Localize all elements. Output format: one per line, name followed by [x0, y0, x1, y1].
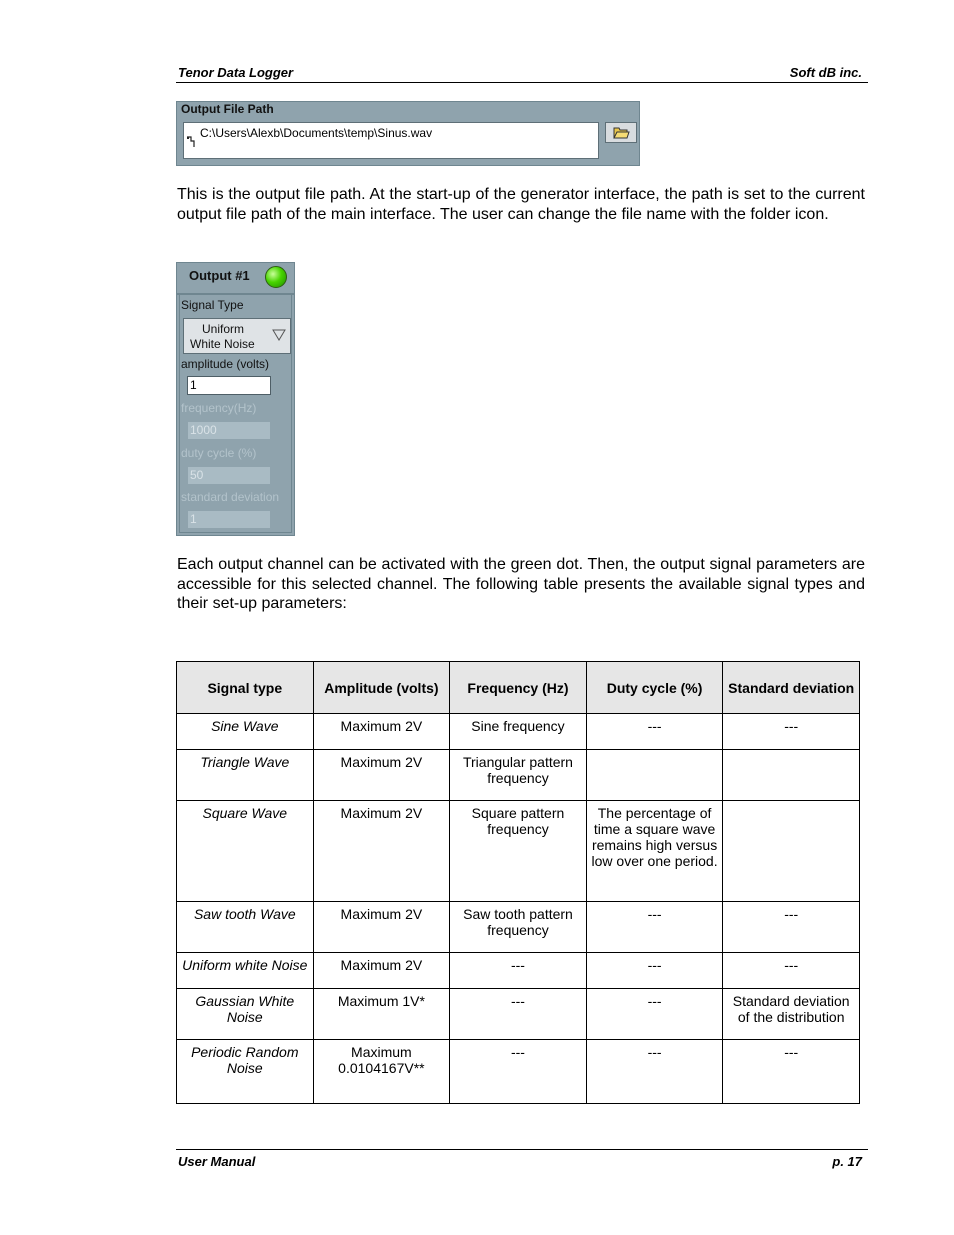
table-cell: Saw tooth pattern frequency	[450, 902, 587, 953]
table-cell: ---	[450, 953, 587, 989]
output-channel-description: Each output channel can be activated with the green dot. Then, the output signal parameters are accessible for this selected channel. The following table presents the available signal types and their set-up parameters:	[177, 556, 865, 613]
table-cell: Maximum 0.0104167V**	[313, 1040, 450, 1104]
page-footer	[176, 1149, 868, 1170]
table-cell: Maximum 2V	[313, 801, 450, 902]
table-cell: ---	[723, 1040, 860, 1104]
table-row	[177, 902, 860, 953]
header-company: Soft dB inc.	[789, 65, 862, 80]
table-row	[177, 953, 860, 989]
table-cell: ---	[586, 989, 723, 1040]
table-cell	[723, 750, 860, 801]
table-cell: ---	[450, 1040, 587, 1104]
table-cell: Maximum 1V*	[313, 989, 450, 1040]
table-cell: Triangular pattern frequency	[450, 750, 587, 801]
table-cell: Sine frequency	[450, 714, 587, 750]
table-row	[177, 714, 860, 750]
table-cell: ---	[723, 902, 860, 953]
browse-folder-button[interactable]	[605, 122, 637, 143]
table-cell: The percentage of time a square wave remains high versus low over one period.	[586, 801, 723, 902]
table-cell: Uniform white Noise	[177, 953, 314, 989]
table-row	[177, 750, 860, 801]
table-cell: Gaussian White Noise	[177, 989, 314, 1040]
header-doc-title: Tenor Data Logger	[178, 65, 294, 80]
page-number: p. 17	[832, 1154, 862, 1169]
file-path-description: This is the output file path. At the start-up of the generator interface, the path is set to the current output file path of the main interface. The user can change the file name with the folder icon.	[177, 186, 865, 223]
table-cell: ---	[586, 953, 723, 989]
output-1-activate-led[interactable]	[265, 266, 287, 288]
table-cell: ---	[723, 714, 860, 750]
standard-deviation-label: standard deviation	[181, 490, 280, 504]
folder-icon	[606, 129, 636, 146]
signal-type-value-line2: White Noise	[190, 337, 255, 351]
signal-type-value-line1: Uniform	[202, 322, 245, 336]
table-cell: Triangle Wave	[177, 750, 314, 801]
signal-type-select[interactable]	[183, 318, 291, 354]
signal-types-table	[176, 661, 860, 1104]
table-cell: ---	[723, 953, 860, 989]
table-row	[177, 1040, 860, 1104]
table-cell: Square pattern frequency	[450, 801, 587, 902]
table-cell: ---	[450, 989, 587, 1040]
table-cell: ---	[586, 714, 723, 750]
output-file-path-value: C:\Users\Alexb\Documents\temp\Sinus.wav	[200, 126, 433, 140]
table-row	[177, 801, 860, 902]
table-cell: ---	[586, 902, 723, 953]
table-cell	[723, 801, 860, 902]
output-file-path-label: Output File Path	[181, 102, 274, 116]
table-cell: Square Wave	[177, 801, 314, 902]
duty-cycle-input[interactable]: 50	[187, 466, 271, 485]
chevron-down-icon	[272, 329, 286, 345]
table-cell: Periodic Random Noise	[177, 1040, 314, 1104]
standard-deviation-input[interactable]: 1	[187, 510, 271, 529]
table-cell	[586, 750, 723, 801]
page-header	[176, 64, 868, 83]
amplitude-label: amplitude (volts)	[181, 357, 270, 371]
signal-type-label: Signal Type	[181, 298, 244, 312]
output-1-panel	[176, 262, 295, 536]
table-cell: Maximum 2V	[313, 902, 450, 953]
column-header: Amplitude (volts)	[313, 662, 450, 714]
amplitude-input[interactable]: 1	[187, 376, 271, 395]
table-cell: Sine Wave	[177, 714, 314, 750]
footer-doc-name: User Manual	[178, 1154, 256, 1169]
output-file-path-panel	[176, 101, 640, 166]
output-1-title: Output #1	[189, 268, 250, 283]
table-cell: Maximum 2V	[313, 953, 450, 989]
column-header: Frequency (Hz)	[450, 662, 587, 714]
output-1-header	[177, 263, 294, 295]
frequency-input[interactable]: 1000	[187, 421, 271, 440]
table-cell: Maximum 2V	[313, 750, 450, 801]
output-file-path-input[interactable]	[183, 122, 599, 159]
column-header: Standard deviation	[723, 662, 860, 714]
table-row	[177, 989, 860, 1040]
duty-cycle-label: duty cycle (%)	[181, 446, 257, 460]
table-cell: ---	[586, 1040, 723, 1104]
frequency-label: frequency(Hz)	[181, 401, 257, 415]
column-header: Signal type	[177, 662, 314, 714]
table-cell: Saw tooth Wave	[177, 902, 314, 953]
table-cell: Standard deviation of the distribution	[723, 989, 860, 1040]
table-header-row	[177, 662, 860, 714]
path-icon	[186, 135, 196, 149]
table-cell: Maximum 2V	[313, 714, 450, 750]
column-header: Duty cycle (%)	[586, 662, 723, 714]
